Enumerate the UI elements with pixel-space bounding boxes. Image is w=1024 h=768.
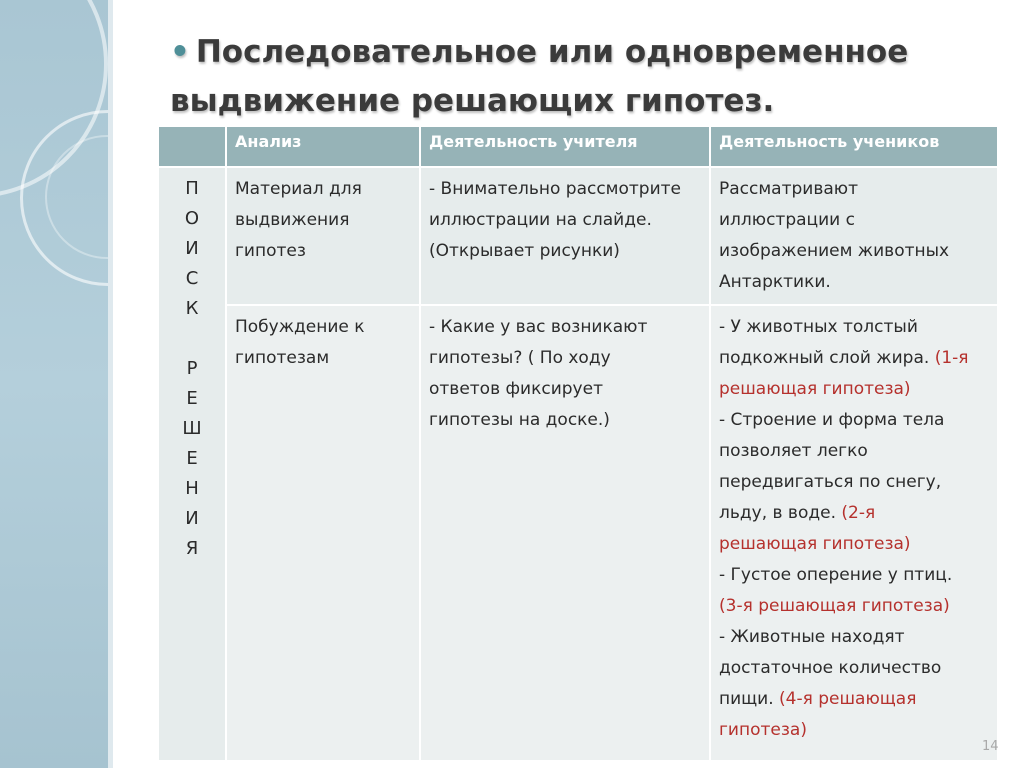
title-line-1 [170, 28, 990, 77]
cell-line [719, 343, 989, 374]
decor-stripe [108, 0, 113, 768]
hypothesis-label: решающая гипотеза) [719, 379, 911, 399]
vertical-letter: Ш [182, 418, 202, 439]
cell-line [719, 498, 989, 529]
vertical-letter: И [185, 238, 199, 259]
cell-line: гипотезы? ( По ходу [429, 348, 611, 368]
vertical-letter: Е [186, 388, 198, 409]
hypothesis-label: решающая гипотеза) [719, 534, 911, 554]
header-cell-analysis: Анализ [226, 126, 420, 167]
cell-line: ответов фиксирует [429, 379, 603, 399]
table-row [158, 167, 998, 305]
cell-text: льду, в воде. [719, 503, 842, 523]
vertical-letter: И [185, 508, 199, 529]
cell-line: изображением животных [719, 241, 950, 261]
table-header-row [158, 126, 998, 167]
analysis-cell [226, 305, 420, 761]
table-row [158, 305, 998, 761]
vertical-letter: Е [186, 448, 198, 469]
hypothesis-label: гипотеза) [719, 720, 807, 740]
side-decoration-band [0, 0, 113, 768]
cell-line: иллюстрации на слайде. [429, 210, 652, 230]
cell-line: передвигаться по снегу, [719, 472, 942, 492]
students-cell [710, 167, 998, 305]
teacher-cell [420, 305, 710, 761]
cell-line: Материал для [235, 179, 362, 199]
cell-line: выдвижения [235, 210, 350, 230]
vertical-letter: Р [186, 358, 198, 379]
header-cell-empty [158, 126, 226, 167]
slide-title [170, 28, 990, 126]
header-cell-teacher: Деятельность учителя [420, 126, 710, 167]
hypothesis-label: (1-я [934, 348, 969, 368]
cell-line: Побуждение к [235, 317, 365, 337]
cell-line [719, 684, 989, 715]
vertical-gap [161, 324, 223, 354]
cell-line: достаточное количество [719, 658, 942, 678]
hypothesis-label: (2-я [841, 503, 876, 523]
cell-line: гипотезам [235, 348, 330, 368]
teacher-cell [420, 167, 710, 305]
vertical-letter: Н [185, 478, 199, 499]
hypothesis-label: (4-я решающая [779, 689, 917, 709]
bullet-icon: • [170, 34, 190, 70]
vertical-letter: К [185, 298, 199, 319]
analysis-cell [226, 167, 420, 305]
lesson-table [157, 125, 999, 762]
students-cell [710, 305, 998, 761]
cell-text: подкожный слой жира. [719, 348, 935, 368]
title-line-2: выдвижение решающих гипотез. [170, 83, 775, 119]
cell-line: Антарктики. [719, 272, 831, 292]
cell-line: позволяет легко [719, 441, 868, 461]
header-cell-students: Деятельность учеников [710, 126, 998, 167]
cell-line: гипотезы на доске.) [429, 410, 610, 430]
page-number: 14 [982, 739, 999, 754]
cell-line: - Густое оперение у птиц. [719, 565, 953, 585]
vertical-letter: О [184, 208, 200, 229]
cell-line: - Какие у вас возникают [429, 317, 648, 337]
cell-line: (Открывает рисунки) [429, 241, 620, 261]
cell-line: иллюстрации с [719, 210, 855, 230]
cell-line: гипотез [235, 241, 306, 261]
cell-line: - Внимательно рассмотрите [429, 179, 682, 199]
hypothesis-label: (3-я решающая гипотеза) [719, 596, 950, 616]
cell-line: - Животные находят [719, 627, 905, 647]
cell-line: Рассматривают [719, 179, 858, 199]
vertical-label-cell [158, 167, 226, 761]
cell-line: - У животных толстый [719, 317, 918, 337]
vertical-letter: П [185, 178, 199, 199]
vertical-letter: Я [185, 538, 199, 559]
vertical-letter: С [185, 268, 199, 289]
title-text-1: Последовательное или одновременное [195, 34, 909, 70]
cell-text: пищи. [719, 689, 780, 709]
cell-line: - Строение и форма тела [719, 410, 945, 430]
